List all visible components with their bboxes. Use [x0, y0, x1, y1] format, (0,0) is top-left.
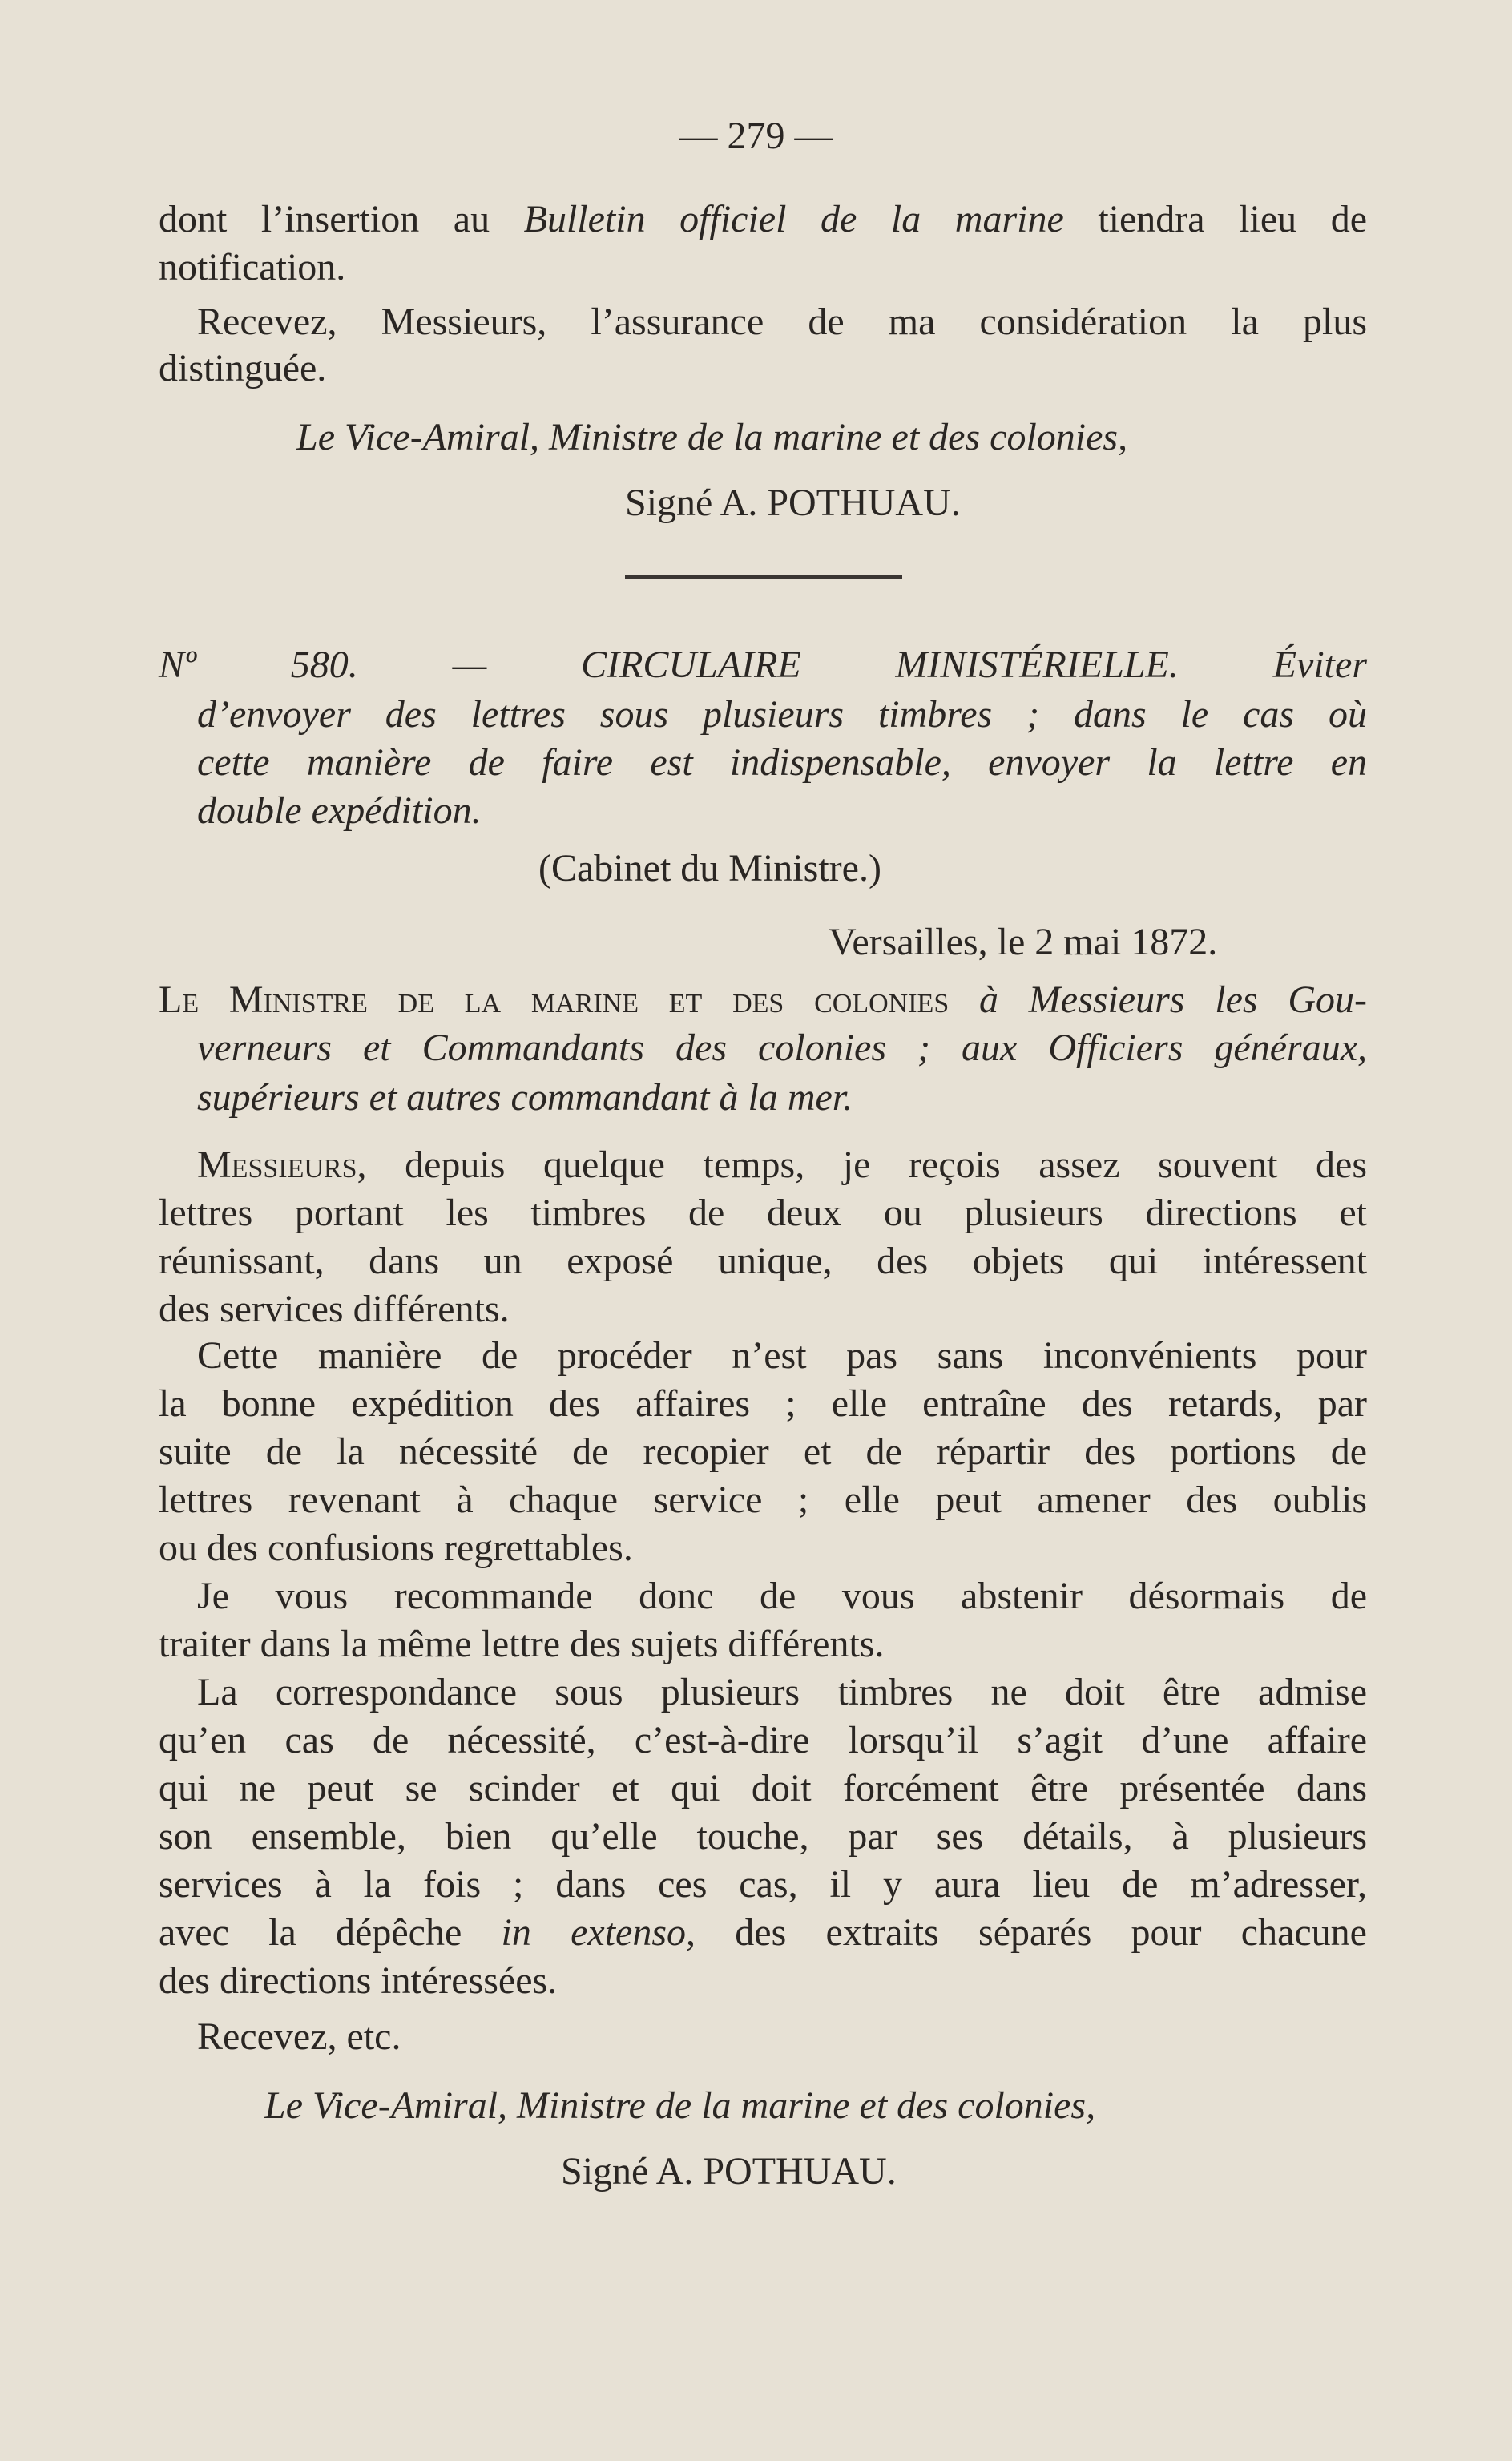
minister-title: Le Ministre de la marine et des colonies — [159, 978, 950, 1021]
text-fragment: , des extraits séparés pour chacune — [686, 1911, 1367, 1954]
circular-heading: d’envoyer des lettres sous plusieurs timbres ; dans le cas où — [197, 693, 1367, 736]
text-line: lettres revenant à chaque service ; elle peut amener des oublis — [159, 1479, 1367, 1521]
circular-heading: Nº 580. — CIRCULAIRE MINISTÉRIELLE. Éviter — [159, 643, 1367, 686]
circular-heading: cette manière de faire est indispensable, envoyer la lettre en — [197, 741, 1367, 784]
latin-phrase: in extenso — [501, 1911, 687, 1954]
addressee-line: supérieurs et autres commandant à la mer. — [197, 1076, 853, 1119]
signature-name: Signé A. POTHUAU. — [561, 2150, 897, 2193]
text-line: son ensemble, bien qu’elle touche, par ses détails, à plusieurs — [159, 1815, 1367, 1858]
text-line: lettres portant les timbres de deux ou plusieurs directions et — [159, 1192, 1367, 1234]
signature-name: Signé A. POTHUAU. — [625, 482, 961, 524]
text-fragment: tiendra lieu de — [1063, 198, 1367, 240]
circular-heading: double expédition. — [197, 789, 482, 832]
bulletin-title: Bulletin officiel de la marine — [523, 198, 1064, 240]
closing-line: Recevez, etc. — [197, 2015, 401, 2058]
text-line: la bonne expédition des affaires ; elle entraîne des retards, par — [159, 1382, 1367, 1425]
text-fragment: à Messieurs les Gou- — [949, 978, 1367, 1021]
text-line: Je vous recommande donc de vous abstenir désormais de — [197, 1575, 1367, 1617]
text-fragment: avec la dépêche — [159, 1911, 502, 1954]
text-line: notification. — [159, 246, 346, 288]
text-line: qu’en cas de nécessité, c’est-à-dire lorsqu’il s’agit d’une affaire — [159, 1719, 1367, 1761]
text-line: des directions intéressées. — [159, 1959, 558, 2002]
section-divider — [625, 575, 902, 579]
signature-title: Le Vice-Amiral, Ministre de la marine et des colonies, — [296, 416, 1128, 458]
text-fragment: , depuis quelque temps, je reçois assez souvent des — [357, 1144, 1367, 1186]
addressee-line — [159, 976, 1367, 1024]
date-line: Versailles, le 2 mai 1872. — [829, 921, 1218, 963]
text-line: traiter dans la même lettre des sujets différents. — [159, 1623, 885, 1665]
salutation: Messieurs — [197, 1144, 357, 1186]
text-line: des services différents. — [159, 1288, 510, 1330]
text-line: distinguée. — [159, 347, 327, 389]
text-line — [159, 196, 1367, 244]
text-line: Recevez, Messieurs, l’assurance de ma considération la plus — [197, 301, 1367, 343]
signature-title: Le Vice-Amiral, Ministre de la marine et des colonies, — [264, 2084, 1096, 2127]
addressee-line: verneurs et Commandants des colonies ; aux Officiers généraux, — [197, 1027, 1367, 1069]
text-line: La correspondance sous plusieurs timbres ne doit être admise — [197, 1671, 1367, 1713]
text-line: qui ne peut se scinder et qui doit forcément être présentée dans — [159, 1767, 1367, 1809]
text-line: ou des confusions regrettables. — [159, 1527, 633, 1569]
text-line: services à la fois ; dans ces cas, il y aura lieu de m’adresser, — [159, 1863, 1367, 1906]
text-line — [197, 1141, 1367, 1189]
text-fragment: dont l’insertion au — [159, 198, 524, 240]
text-line: Cette manière de procéder n’est pas sans inconvénients pour — [197, 1334, 1367, 1377]
office-line: (Cabinet du Ministre.) — [538, 847, 881, 890]
page-number: — 279 — — [679, 115, 833, 157]
text-line — [159, 1909, 1367, 1957]
text-line: réunissant, dans un exposé unique, des objets qui intéressent — [159, 1240, 1367, 1282]
text-line: suite de la nécessité de recopier et de répartir des portions de — [159, 1430, 1367, 1473]
